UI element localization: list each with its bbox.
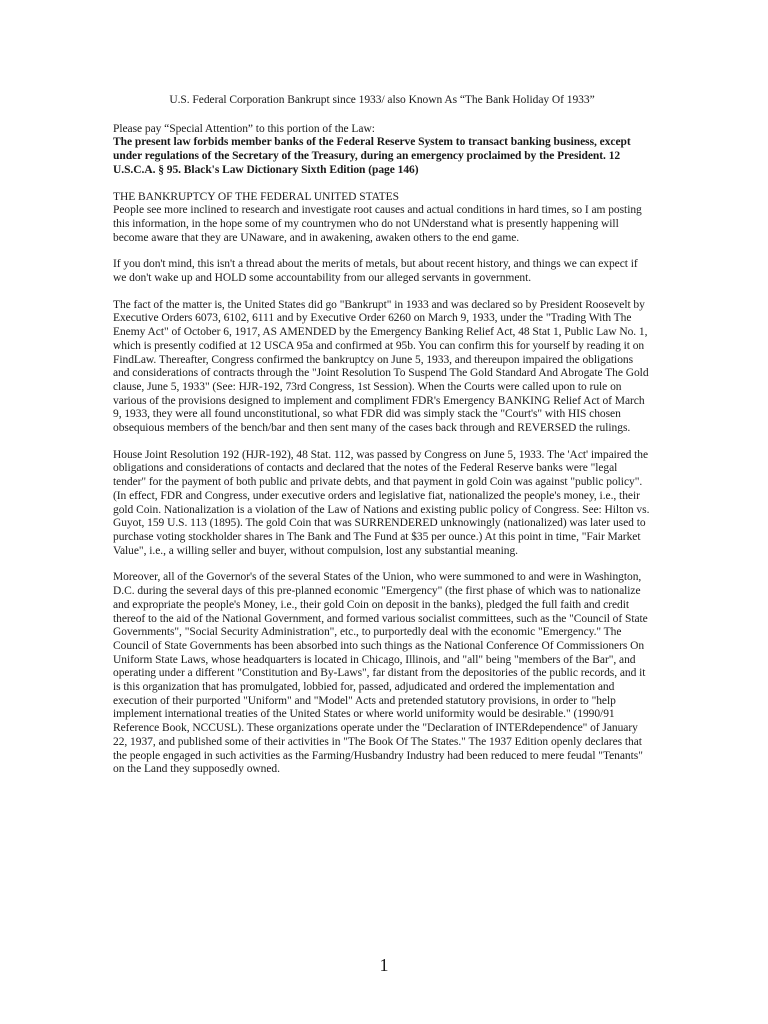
document-title: U.S. Federal Corporation Bankrupt since 1933/ also Known As “The Bank Holiday Of 1933” bbox=[169, 94, 595, 106]
paragraph: If you don't mind, this isn't a thread about the merits of metals, but about recent history, and things we can expect if we don't wake up and HOLD some accountability from our alleged servants in government. bbox=[113, 258, 638, 285]
law-quote: The present law forbids member banks of the Federal Reserve System to transact banking business, except under regulations of the Secretary of the Treasury, during an emergency proclaimed by the President. 12 U.S.C.A. § 95. Black's Law Dictionary Sixth Edition (page 146) bbox=[113, 136, 631, 176]
document-body bbox=[113, 94, 651, 777]
paragraph: Moreover, all of the Governor's of the several States of the Union, who were summoned to and were in Washington, D.C. during the several days of this pre-planned economic "Emergency" (the first phase of which was to nationalize and expropriate the people's Money, i.e., their gold Coin on deposit in the banks), pledged the full faith and credit thereof to the aid of the National Government, and formed various socialist committees, such as the "Council of State Governments", "Social Security Administration", etc., to purportedly deal with the economic "Emergency." The Council of State Governments has been absorbed into such things as the National Conference Of Commissioners On Uniform State Laws, whose headquarters is located in Chicago, Illinois, and "all" being "members of the Bar", and operating under a different "Constitution and By-Laws", far distant from the depositories of the public records, and it is this organization that has promulgated, lobbied for, passed, adjudicated and ordered the implementation and execution of their purported "Uniform" and "Model" Acts and pretended statutory provisions, in order to "help implement international treaties of the United States or where world uniformity would be desirable." (1990/91 Reference Book, NCCUSL). These organizations operate under the "Declaration of INTERdependence" of January 22, 1937, and published some of their activities in "The Book Of The States." The 1937 Edition openly declares that the people engaged in such activities as the Farming/Husbandry Industry had been reduced to mere feudal "Tenants" on the Land they supposedly owned. bbox=[113, 571, 648, 776]
section-heading: THE BANKRUPTCY OF THE FEDERAL UNITED STATES bbox=[113, 190, 399, 203]
page-number: 1 bbox=[379, 955, 389, 975]
paragraph: The fact of the matter is, the United States did go "Bankrupt" in 1933 and was declared so by President Roosevelt by Executive Orders 6073, 6102, 6111 and by Executive Order 6260 on March 9, 1933, under the "Trading With The Enemy Act" of October 6, 1917, AS AMENDED by the Emergency Banking Relief Act, 48 Stat 1, Public Law No. 1, which is presently codified at 12 USCA 95a and confirmed at 95b. You can confirm this for yourself by reading it on FindLaw. Thereafter, Congress confirmed the bankruptcy on June 5, 1933, and thereupon impaired the obligations and considerations of contracts through the "Joint Resolution To Suspend The Gold Standard And Abrogate The Gold clause, June 5, 1933" (See: HJR-192, 73rd Congress, 1st Session). When the Courts were called upon to rule on various of the provisions designed to implement and compliment FDR's Emergency BANKING Relief Act of March 9, 1933, they were all found unconstitutional, so what FDR did was simply stack the "Court's" with HIS chosen obsequious members of the bench/bar and then sent many of the cases back through and REVERSED the rulings. bbox=[113, 298, 649, 435]
paragraph: People see more inclined to research and investigate root causes and actual conditions in hard times, so I am posting this information, in the hope some of my countrymen who do not UNderstand what is presently happening will become aware that they are UNaware, and in awakening, awaken others to the end game. bbox=[113, 204, 642, 244]
paragraph: House Joint Resolution 192 (HJR-192), 48 Stat. 112, was passed by Congress on June 5, 1933. The 'Act' impaired the obligations and considerations of contacts and declared that the notes of the Federal Reserve banks were "legal tender" for the payment of both public and private debts, and that payment in gold Coin was against "public policy". (In effect, FDR and Congress, under executive orders and legislative fiat, nationalized the people's money, i.e., their gold Coin. Nationalization is a violation of the Law of Nations and existing public policy of Congress. See: Hilton vs. Guyot, 159 U.S. 113 (1895). The gold Coin that was SURRENDERED unknowingly (nationalized) was later used to purchase voting stockholder shares in The Bank and The Fund at $35 per ounce.) At this point in time, "Fair Market Value", i.e., a willing seller and buyer, without compulsion, lost any substantial meaning. bbox=[113, 448, 650, 557]
intro-line: Please pay “Special Attention” to this portion of the Law: bbox=[113, 122, 375, 135]
